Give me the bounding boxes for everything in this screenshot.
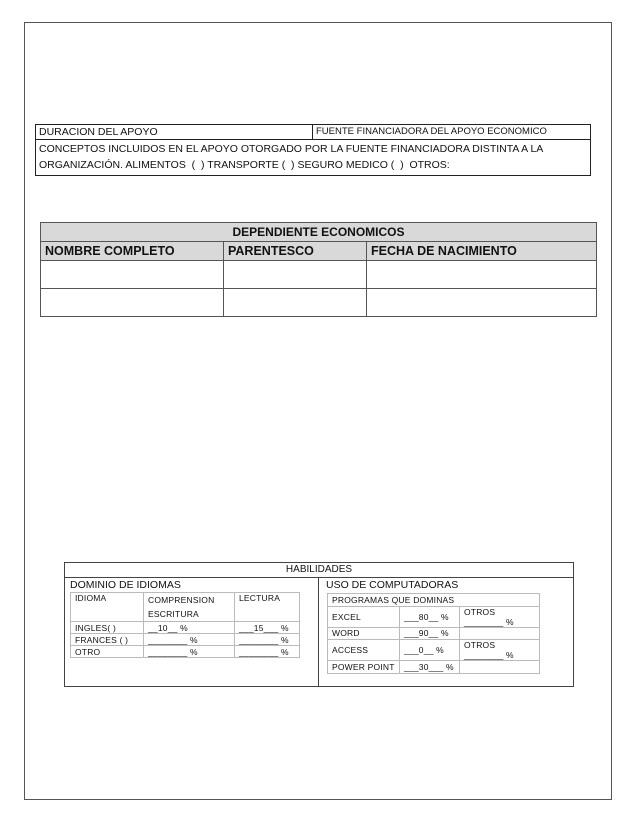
lectura-cell[interactable]: ________ % (235, 634, 300, 646)
divider (318, 577, 319, 686)
conceptos-line-1: CONCEPTOS INCLUIDOS EN EL APOYO OTORGADO POR LA FUENTE FINANCIADORA DISTINTA A LA (39, 143, 544, 155)
col-fecha-nacimiento: FECHA DE NACIMIENTO (367, 242, 597, 261)
divider (65, 577, 573, 578)
computadoras-title: USO DE COMPUTADORAS (326, 579, 459, 591)
parentesco-field[interactable] (224, 289, 367, 317)
otros-cell[interactable] (460, 661, 540, 674)
comprension-cell[interactable]: ________ % (144, 634, 235, 646)
conceptos-cell (36, 140, 591, 176)
habilidades-title: HABILIDADES (285, 564, 353, 575)
nombre-field[interactable] (41, 289, 224, 317)
table-row (41, 261, 597, 289)
programa-cell: ACCESS (328, 640, 400, 661)
valor-cell[interactable]: ___90__ % (400, 627, 460, 640)
col-nombre-completo: NOMBRE COMPLETO (41, 242, 224, 261)
col-parentesco: PARENTESCO (224, 242, 367, 261)
valor-cell[interactable]: ___30___ % (400, 661, 460, 674)
otros-cell[interactable] (460, 627, 540, 640)
programa-cell: POWER POINT (328, 661, 400, 674)
idioma-cell[interactable]: INGLES( ) (71, 622, 144, 634)
dependientes-title: DEPENDIENTE ECONOMICOS (41, 223, 597, 242)
table-row (328, 661, 540, 674)
fecha-field[interactable] (367, 261, 597, 289)
table-row (328, 606, 540, 627)
table-row (328, 640, 540, 661)
parentesco-field[interactable] (224, 261, 367, 289)
comprension-cell[interactable]: ________ % (144, 646, 235, 658)
otros-cell[interactable]: OTROS ________ % (460, 606, 540, 627)
apoyo-table (35, 124, 591, 176)
comprension-header-line1: COMPRENSION (148, 595, 215, 605)
otros-cell[interactable]: OTROS ________ % (460, 640, 540, 661)
habilidades-box (64, 562, 574, 687)
dependientes-table (40, 222, 597, 317)
comprension-header-line2: ESCRITURA (148, 609, 199, 619)
idiomas-title: DOMINIO DE IDIOMAS (70, 579, 181, 591)
valor-cell[interactable]: ___80__ % (400, 606, 460, 627)
idioma-header: IDIOMA (71, 593, 144, 622)
programa-cell: EXCEL (328, 606, 400, 627)
table-row (71, 622, 300, 634)
programa-cell: WORD (328, 627, 400, 640)
duracion-label: DURACION DEL APOYO (36, 125, 313, 140)
valor-cell[interactable]: ___0__ % (400, 640, 460, 661)
conceptos-line-2: ORGANIZACIÓN. ALIMENTOS ( ) TRANSPORTE ( ) SEGURO MEDICO ( ) OTROS: (39, 159, 450, 171)
programas-header: PROGRAMAS QUE DOMINAS (328, 594, 540, 607)
nombre-field[interactable] (41, 261, 224, 289)
idioma-cell[interactable]: FRANCES ( ) (71, 634, 144, 646)
comprension-header (144, 593, 235, 622)
comprension-cell[interactable]: __10__ % (144, 622, 235, 634)
fecha-field[interactable] (367, 289, 597, 317)
idiomas-table (70, 592, 300, 658)
lectura-cell[interactable]: ________ % (235, 646, 300, 658)
computadoras-table (327, 593, 540, 674)
fuente-financiadora-label: FUENTE FINANCIADORA DEL APOYO ECONOMICO (313, 125, 591, 140)
table-row (71, 646, 300, 658)
table-row (71, 634, 300, 646)
lectura-header: LECTURA (235, 593, 300, 622)
lectura-cell[interactable]: ___15___ % (235, 622, 300, 634)
table-row (41, 289, 597, 317)
table-row (328, 627, 540, 640)
idioma-cell[interactable]: OTRO (71, 646, 144, 658)
